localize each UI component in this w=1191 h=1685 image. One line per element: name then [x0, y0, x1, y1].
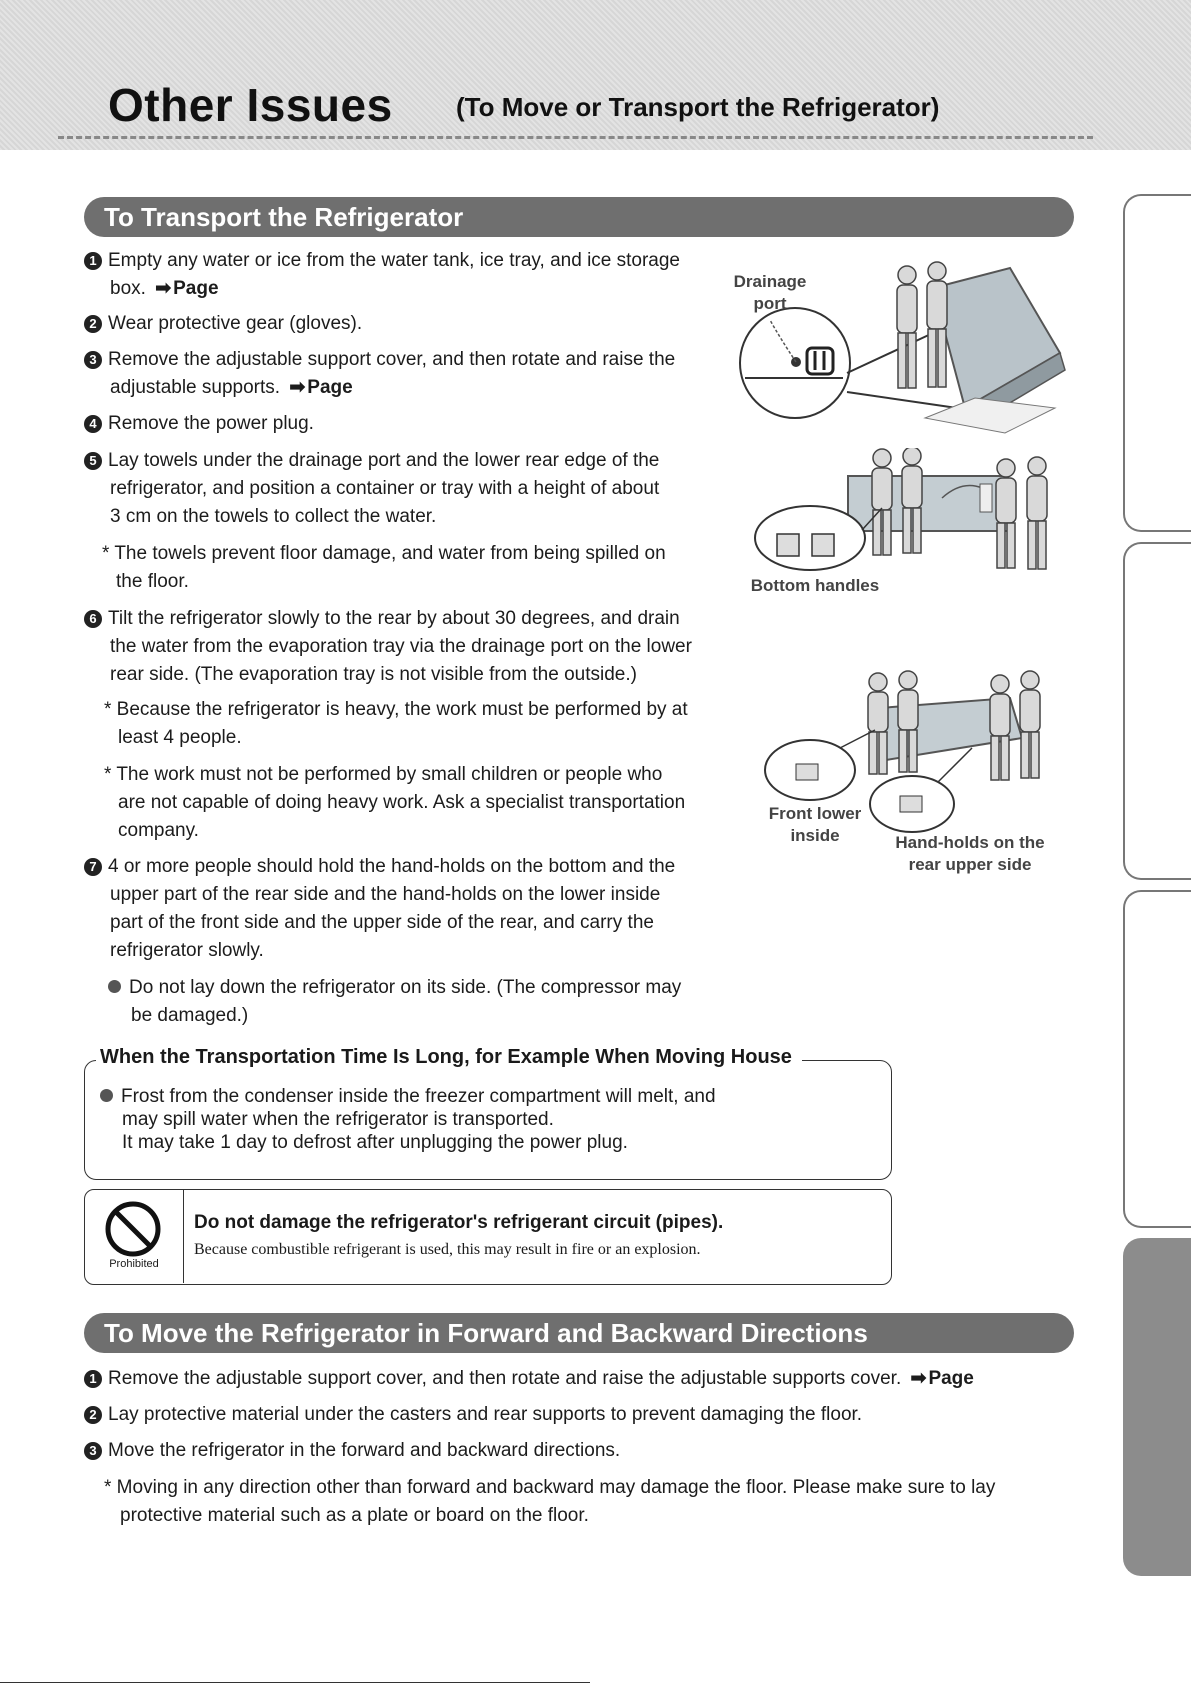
- side-tab-4-active[interactable]: [1123, 1238, 1191, 1576]
- arrow-right-icon: ➡: [289, 377, 306, 398]
- step-number: 4: [84, 415, 102, 433]
- step-number: 1: [84, 252, 102, 270]
- label-bottom-handles: Bottom handles: [750, 576, 880, 595]
- note-towels: * The towels prevent floor damage, and water from being spilled on the floor.: [102, 543, 666, 592]
- long-transport-title: When the Transportation Time Is Long, for Example When Moving House: [96, 1046, 802, 1069]
- step-1: 1 Empty any water or ice from the water tank, ice tray, and ice storage box. ➡ Page: [84, 247, 744, 303]
- arrow-right-icon: ➡: [155, 278, 172, 299]
- section-heading-move: To Move the Refrigerator in Forward and Backward Directions: [84, 1313, 1074, 1353]
- step-number: 6: [84, 610, 102, 628]
- step-number: 7: [84, 858, 102, 876]
- warning-box: [84, 1189, 892, 1285]
- page-title: Other Issues: [108, 79, 393, 131]
- label-drainage-port: Drainage port: [733, 272, 807, 313]
- side-tab-1[interactable]: [1123, 194, 1191, 532]
- step-5: 5 Lay towels under the drainage port and the lower rear edge of the refrigerator, and position a container or tray with a height of about 3 cm on the towels to collect the water.: [84, 447, 744, 531]
- move-note: * Moving in any direction other than forward and backward may damage the floor. Please make sure to lay protective material such as a plate or board on the floor.: [104, 1477, 996, 1526]
- bullet-icon: [100, 1089, 113, 1102]
- long-transport-text: Frost from the condenser inside the freezer compartment will melt, and may spill water when the refrigerator is transported. It may take 1 day to defrost after unplugging the power plug.: [100, 1085, 880, 1154]
- label-handholds-rear: Hand-holds on the rear upper side: [895, 833, 1045, 874]
- step-2: 2 Wear protective gear (gloves).: [84, 310, 744, 338]
- footer-rule: [0, 1682, 590, 1683]
- side-tab-3[interactable]: [1123, 890, 1191, 1228]
- move-step-1: 1 Remove the adjustable support cover, and then rotate and raise the adjustable supports cover. ➡ Page: [84, 1365, 1084, 1393]
- warning-text: Because combustible refrigerant is used, this may result in fire or an explosion.: [194, 1241, 701, 1258]
- page-ref[interactable]: Page: [173, 278, 219, 299]
- label-front-lower-inside: Front lower inside: [768, 804, 862, 845]
- bullet-compressor: Do not lay down the refrigerator on its side. (The compressor may be damaged.): [108, 974, 748, 1030]
- step-number: 3: [84, 1442, 102, 1460]
- page-ref[interactable]: Page: [928, 1368, 974, 1389]
- arrow-right-icon: ➡: [910, 1368, 927, 1389]
- warning-title: Do not damage the refrigerator's refrigerant circuit (pipes).: [194, 1212, 724, 1233]
- step-3: 3 Remove the adjustable support cover, and then rotate and raise the adjustable supports. ➡ Page: [84, 346, 744, 402]
- step-number: 5: [84, 452, 102, 470]
- section-heading-transport: To Transport the Refrigerator: [84, 197, 1074, 237]
- warning-divider: [183, 1190, 184, 1283]
- page-ref[interactable]: Page: [307, 377, 353, 398]
- note-children: * The work must not be performed by small children or people who are not capable of doing heavy work. Ask a specialist transportation company.: [104, 764, 686, 841]
- step-number: 2: [84, 1406, 102, 1424]
- prohibited-icon: [103, 1199, 163, 1259]
- side-tab-2[interactable]: [1123, 542, 1191, 880]
- step-number: 2: [84, 315, 102, 333]
- move-step-3: 3 Move the refrigerator in the forward and backward directions.: [84, 1437, 1084, 1465]
- step-number: 1: [84, 1370, 102, 1388]
- step-7: 7 4 or more people should hold the hand-holds on the bottom and the upper part of the rear side and the hand-holds on the lower inside part of the front side and the upper side of the rear, and carry the refrigerator slowly.: [84, 853, 744, 965]
- bullet-icon: [108, 980, 121, 993]
- figure-bottom-handles: [752, 448, 1077, 578]
- header-divider: [58, 136, 1093, 139]
- move-step-2: 2 Lay protective material under the casters and rear supports to prevent damaging the floor.: [84, 1401, 1084, 1429]
- step-number: 3: [84, 351, 102, 369]
- note-heavy: * Because the refrigerator is heavy, the work must be performed by at least 4 people.: [104, 699, 688, 748]
- page-subtitle: (To Move or Transport the Refrigerator): [456, 92, 940, 122]
- prohibited-label: Prohibited: [109, 1258, 159, 1270]
- step-6: 6 Tilt the refrigerator slowly to the rear by about 30 degrees, and drain the water from the evaporation tray via the drainage port on the lower rear side. (The evaporation tray is not visible from the outside.): [84, 605, 744, 689]
- step-4: 4 Remove the power plug.: [84, 410, 744, 438]
